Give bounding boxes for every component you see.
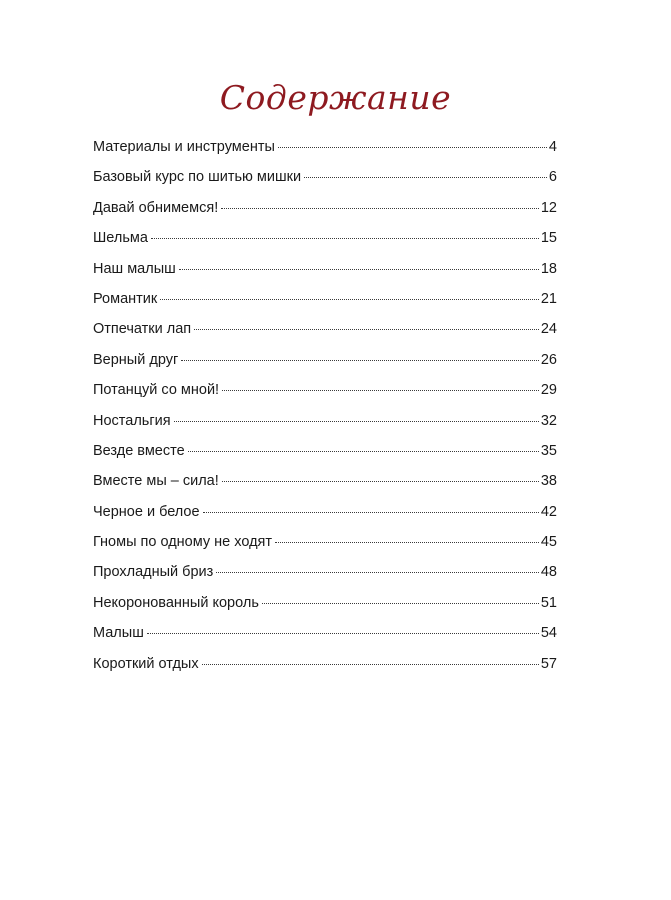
toc-entry-title: Отпечатки лап: [93, 321, 192, 338]
toc-entry-page: 57: [540, 655, 557, 672]
toc-entry: [93, 380, 557, 410]
dot-leader: [188, 451, 539, 452]
dot-leader: [216, 572, 539, 573]
toc-entry-page: 6: [548, 169, 557, 186]
toc-entry: [93, 471, 557, 501]
toc-entry-title: Романтик: [93, 290, 158, 307]
dot-leader: [174, 421, 539, 422]
toc-entry: [93, 562, 557, 592]
toc-entry: [93, 167, 557, 197]
toc-entry-title: Ностальгия: [93, 412, 171, 429]
dot-leader: [194, 329, 539, 330]
dot-leader: [151, 238, 539, 239]
dot-leader: [275, 542, 539, 543]
toc-entry-page: 54: [540, 625, 557, 642]
toc-entry: [93, 654, 557, 684]
toc-entry-title: Верный друг: [93, 351, 179, 368]
toc-entry-page: 26: [540, 351, 557, 368]
toc-entry-title: Короткий отдых: [93, 655, 199, 672]
toc-entry: [93, 198, 557, 228]
toc-entry: [93, 137, 557, 167]
toc-entry-page: 32: [540, 412, 557, 429]
toc-entry-page: 48: [540, 564, 557, 581]
toc-entry-title: Прохладный бриз: [93, 564, 214, 581]
toc-entry: [93, 411, 557, 441]
toc-entry-title: Гномы по одному не ходят: [93, 534, 273, 551]
toc-entry-page: 45: [540, 534, 557, 551]
toc-entry-page: 38: [540, 473, 557, 490]
dot-leader: [202, 664, 539, 665]
dot-leader: [278, 147, 547, 148]
toc-entry-page: 21: [540, 290, 557, 307]
toc-entry-title: Черное и белое: [93, 503, 200, 520]
toc-entry-page: 4: [548, 139, 557, 155]
toc-entry-page: 24: [540, 321, 557, 338]
toc-entry-page: 18: [540, 260, 557, 277]
toc-entry-title: Давай обнимемся!: [93, 199, 219, 216]
dot-leader: [179, 269, 539, 270]
dot-leader: [181, 360, 539, 361]
toc-entry: [93, 350, 557, 380]
toc-entry: [93, 593, 557, 623]
toc-entry-title: Малыш: [93, 625, 144, 642]
toc-entry-title: Вместе мы – сила!: [93, 473, 219, 490]
toc-entry-title: Базовый курс по шитью мишки: [93, 169, 302, 186]
dot-leader: [221, 208, 539, 209]
toc-entry-page: 29: [540, 382, 557, 399]
toc-entry: [93, 623, 557, 653]
toc-entry-title: Некоронованный король: [93, 594, 259, 611]
toc-entry-title: Наш малыш: [93, 260, 176, 277]
toc-entry-page: 35: [540, 442, 557, 459]
dot-leader: [262, 603, 539, 604]
toc-entry-page: 51: [540, 594, 557, 611]
dot-leader: [147, 633, 539, 634]
toc-entry: [93, 441, 557, 471]
dot-leader: [222, 481, 539, 482]
toc-entry-title: Шельма: [93, 230, 148, 247]
page-title: Содержание: [219, 78, 452, 117]
toc-entry-title: Потанцуй со мной!: [93, 382, 220, 399]
toc-entry-page: 42: [540, 503, 557, 520]
table-of-contents: [93, 137, 557, 684]
toc-entry-page: 12: [540, 199, 557, 216]
toc-entry-title: Везде вместе: [93, 442, 185, 459]
toc-entry: [93, 532, 557, 562]
dot-leader: [160, 299, 539, 300]
toc-entry: [93, 289, 557, 319]
toc-entry: [93, 502, 557, 532]
toc-entry-page: 15: [540, 230, 557, 247]
dot-leader: [203, 512, 539, 513]
toc-entry-title: Материалы и инструменты: [93, 139, 275, 155]
toc-entry: [93, 259, 557, 289]
dot-leader: [222, 390, 539, 391]
toc-entry: [93, 228, 557, 258]
dot-leader: [304, 177, 547, 178]
toc-entry: [93, 319, 557, 349]
